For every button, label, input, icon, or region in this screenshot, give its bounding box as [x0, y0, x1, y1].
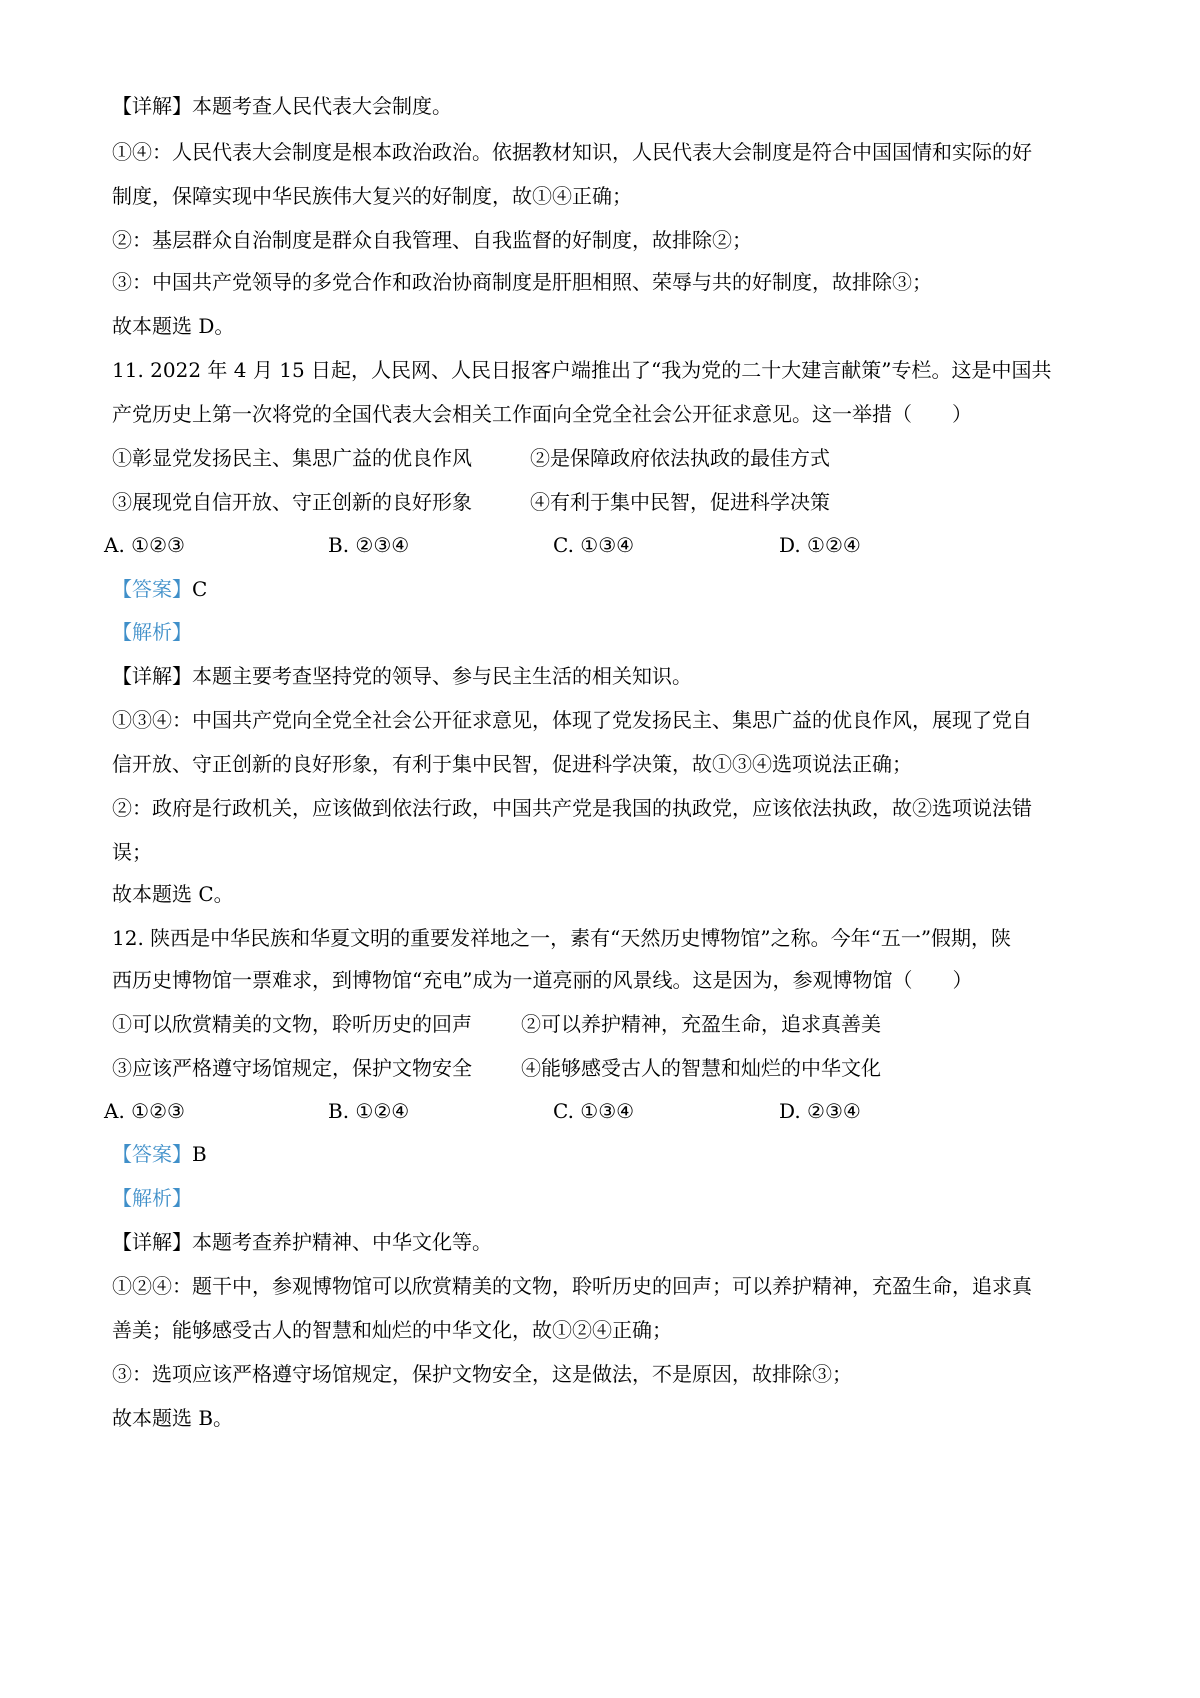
q11-answer: [112, 575, 1102, 603]
q12-detail-p1-line-2: 善美；能够感受古人的智慧和灿烂的中华文化，故①②④正确；: [112, 1318, 672, 1342]
q12-choice-c: C. ①③④: [553, 1099, 635, 1123]
q11-analysis-label: 【解析】: [112, 620, 192, 644]
detail-title-q10: 【详解】本题考查人民代表大会制度。: [112, 94, 452, 118]
q11-item-2: ②是保障政府依法执政的最佳方式: [530, 446, 830, 470]
q12-answer: [112, 1140, 1102, 1168]
q12-item-2: ②可以养护精神，充盈生命，追求真善美: [521, 1012, 881, 1036]
q11-detail-p2-line-2: 误；: [112, 840, 152, 864]
q11-item-3: ③展现党自信开放、守正创新的良好形象: [112, 490, 472, 514]
q11-choice-d: D. ①②④: [779, 533, 861, 557]
q11-conclusion: 故本题选 C。: [112, 882, 234, 906]
q11-stem-line-2: 产党历史上第一次将党的全国代表大会相关工作面向全党全社会公开征求意见。这一举措（ ）: [112, 402, 972, 426]
q12-item-4: ④能够感受古人的智慧和灿烂的中华文化: [521, 1056, 881, 1080]
detail-paragraph-1-line-2: 制度，保障实现中华民族伟大复兴的好制度，故①④正确；: [112, 184, 632, 208]
conclusion-q10: 故本题选 D。: [112, 314, 235, 338]
q11-choice-a: A. ①②③: [104, 533, 185, 557]
detail-paragraph-2: ②：基层群众自治制度是群众自我管理、自我监督的好制度，故排除②；: [112, 228, 752, 252]
q12-detail-p2: ③：选项应该严格遵守场馆规定，保护文物安全，这是做法，不是原因，故排除③；: [112, 1362, 852, 1386]
q11-item-4: ④有利于集中民智，促进科学决策: [530, 490, 830, 514]
q12-item-1: ①可以欣赏精美的文物，聆听历史的回声: [112, 1012, 472, 1036]
q11-detail-title: 【详解】本题主要考查坚持党的领导、参与民主生活的相关知识。: [112, 664, 692, 688]
q12-item-3: ③应该严格遵守场馆规定，保护文物安全: [112, 1056, 472, 1080]
q12-choice-b: B. ①②④: [328, 1099, 410, 1123]
q11-detail-p2-line-1: ②：政府是行政机关，应该做到依法行政，中国共产党是我国的执政党，应该依法执政，故②选项说法错: [112, 796, 1032, 820]
q12-stem-line-1: 12. 陕西是中华民族和华夏文明的重要发祥地之一，素有“天然历史博物馆”之称。今年“五一”假期，陕: [112, 926, 1012, 950]
q11-choice-c: C. ①③④: [553, 533, 635, 557]
q12-detail-title: 【详解】本题考查养护精神、中华文化等。: [112, 1230, 492, 1254]
q11-item-1: ①彰显党发扬民主、集思广益的优良作风: [112, 446, 472, 470]
answer-value: B: [192, 1142, 207, 1166]
q12-analysis-label: 【解析】: [112, 1186, 192, 1210]
q12-conclusion: 故本题选 B。: [112, 1406, 234, 1430]
q12-detail-p1-line-1: ①②④：题干中，参观博物馆可以欣赏精美的文物，聆听历史的回声；可以养护精神，充盈生命，追求真: [112, 1274, 1032, 1298]
answer-label: 【答案】: [112, 1142, 192, 1166]
q12-choice-d: D. ②③④: [779, 1099, 861, 1123]
answer-value: C: [192, 577, 208, 601]
q12-stem-line-2: 西历史博物馆一票难求，到博物馆“充电”成为一道亮丽的风景线。这是因为，参观博物馆（ ）: [112, 968, 973, 992]
q11-detail-p1-line-1: ①③④：中国共产党向全党全社会公开征求意见，体现了党发扬民主、集思广益的优良作风，展现了党自: [112, 708, 1032, 732]
answer-label: 【答案】: [112, 577, 192, 601]
q11-stem-line-1: 11. 2022 年 4 月 15 日起，人民网、人民日报客户端推出了“我为党的二十大建言献策”专栏。这是中国共: [112, 358, 1052, 382]
detail-paragraph-1-line-1: ①④：人民代表大会制度是根本政治政治。依据教材知识，人民代表大会制度是符合中国国情和实际的好: [112, 140, 1032, 164]
detail-paragraph-3: ③：中国共产党领导的多党合作和政治协商制度是肝胆相照、荣辱与共的好制度，故排除③；: [112, 270, 932, 294]
q12-choice-a: A. ①②③: [104, 1099, 185, 1123]
q11-choice-b: B. ②③④: [328, 533, 410, 557]
q11-detail-p1-line-2: 信开放、守正创新的良好形象，有利于集中民智，促进科学决策，故①③④选项说法正确；: [112, 752, 912, 776]
